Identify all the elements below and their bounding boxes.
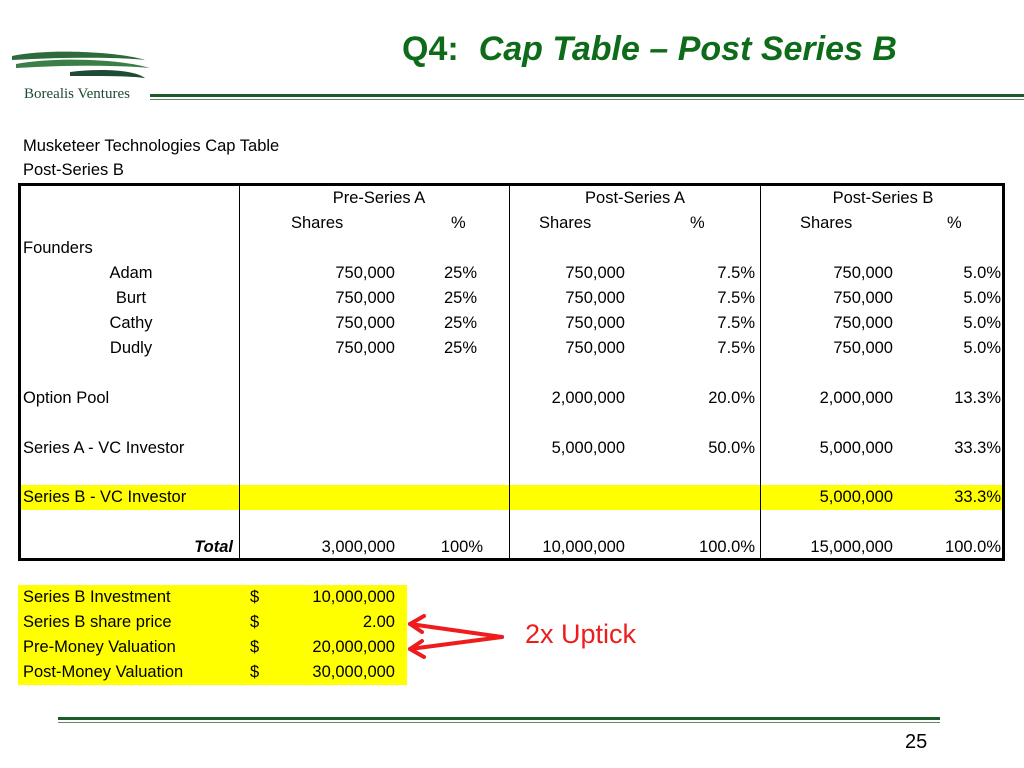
cap-table bbox=[18, 183, 1005, 561]
subheader-shares: Shares bbox=[291, 214, 344, 232]
header-rule bbox=[150, 94, 1024, 97]
investment-label: Series B Investment bbox=[23, 588, 171, 606]
pre-shares: 750,000 bbox=[335, 264, 395, 282]
table-row-series-a bbox=[21, 436, 1002, 461]
pre-pct: 25% bbox=[443, 264, 477, 282]
post-a-shares: 750,000 bbox=[565, 339, 625, 357]
subheader-pct: % bbox=[451, 214, 466, 232]
post-b-pct: 100.0% bbox=[945, 538, 1001, 556]
investment-label: Pre-Money Valuation bbox=[23, 638, 176, 656]
table-caption bbox=[23, 134, 279, 182]
post-b-shares: 5,000,000 bbox=[819, 488, 893, 506]
investment-summary bbox=[18, 585, 407, 685]
footer-rule-thin bbox=[58, 722, 940, 723]
table-row bbox=[21, 286, 1002, 311]
table-row-series-b bbox=[21, 485, 1002, 510]
pre-pct: 25% bbox=[443, 289, 477, 307]
pre-pct: 100% bbox=[440, 538, 483, 556]
caption-line-2: Post-Series B bbox=[23, 161, 124, 179]
founders-label: Founders bbox=[23, 239, 93, 257]
post-b-pct: 13.3% bbox=[954, 389, 1001, 407]
logo-text: Borealis Ventures bbox=[24, 86, 130, 102]
post-a-pct: 20.0% bbox=[708, 389, 755, 407]
caption-line-1: Musketeer Technologies Cap Table bbox=[23, 137, 280, 155]
table-row-total bbox=[21, 535, 1002, 560]
post-b-pct: 5.0% bbox=[963, 264, 1001, 282]
page-number: 25 bbox=[905, 731, 928, 753]
table-row bbox=[21, 311, 1002, 336]
post-b-shares: 750,000 bbox=[833, 339, 893, 357]
subheader-shares: Shares bbox=[539, 214, 592, 232]
series-a-label: Series A - VC Investor bbox=[23, 439, 185, 457]
investment-value: 20,000,000 bbox=[312, 638, 395, 656]
investment-value: 2.00 bbox=[362, 613, 395, 631]
post-b-pct: 5.0% bbox=[963, 289, 1001, 307]
post-b-shares: 2,000,000 bbox=[819, 389, 893, 407]
footer-rule bbox=[58, 717, 940, 720]
currency-symbol: $ bbox=[250, 663, 260, 681]
table-row bbox=[21, 261, 1002, 286]
post-a-pct: 7.5% bbox=[717, 314, 755, 332]
investment-row bbox=[18, 660, 407, 685]
series-b-label: Series B - VC Investor bbox=[23, 488, 187, 506]
post-a-shares: 750,000 bbox=[565, 289, 625, 307]
title-main: Cap Table – Post Series B bbox=[478, 30, 897, 68]
investment-label: Series B share price bbox=[23, 613, 172, 631]
option-pool-label: Option Pool bbox=[23, 389, 110, 407]
subheader-pct: % bbox=[690, 214, 705, 232]
currency-symbol: $ bbox=[250, 638, 260, 656]
post-a-shares: 2,000,000 bbox=[551, 389, 625, 407]
post-a-pct: 50.0% bbox=[708, 439, 755, 457]
post-a-pct: 100.0% bbox=[699, 538, 755, 556]
slide-title bbox=[402, 30, 897, 69]
table-row-option-pool bbox=[21, 386, 1002, 411]
table-header-subcolumns bbox=[21, 211, 1002, 236]
post-a-shares: 750,000 bbox=[565, 264, 625, 282]
founder-name: Burt bbox=[115, 289, 147, 307]
post-a-shares: 5,000,000 bbox=[551, 439, 625, 457]
investment-row bbox=[18, 610, 407, 635]
post-a-pct: 7.5% bbox=[717, 264, 755, 282]
post-b-shares: 750,000 bbox=[833, 264, 893, 282]
pre-shares: 3,000,000 bbox=[321, 538, 395, 556]
post-b-pct: 5.0% bbox=[963, 314, 1001, 332]
pre-pct: 25% bbox=[443, 314, 477, 332]
pre-shares: 750,000 bbox=[335, 339, 395, 357]
founder-name: Cathy bbox=[109, 314, 153, 332]
table-row bbox=[21, 336, 1002, 361]
founder-name: Adam bbox=[109, 264, 153, 282]
group-header-post-series-b: Post-Series B bbox=[832, 189, 934, 207]
group-header-post-series-a: Post-Series A bbox=[585, 189, 685, 207]
post-b-shares: 750,000 bbox=[833, 314, 893, 332]
subheader-pct: % bbox=[947, 214, 962, 232]
post-a-shares: 750,000 bbox=[565, 314, 625, 332]
post-b-shares: 5,000,000 bbox=[819, 439, 893, 457]
investment-label: Post-Money Valuation bbox=[23, 663, 184, 681]
title-prefix: Q4: bbox=[402, 30, 459, 68]
post-a-pct: 7.5% bbox=[717, 289, 755, 307]
investment-row bbox=[18, 635, 407, 660]
investment-value: 30,000,000 bbox=[312, 663, 395, 681]
pre-shares: 750,000 bbox=[335, 289, 395, 307]
pre-pct: 25% bbox=[443, 339, 477, 357]
currency-symbol: $ bbox=[250, 588, 260, 606]
subheader-shares: Shares bbox=[800, 214, 853, 232]
post-a-pct: 7.5% bbox=[717, 339, 755, 357]
header-rule-thin bbox=[150, 99, 1024, 100]
total-label: Total bbox=[194, 538, 233, 556]
founder-name: Dudly bbox=[109, 339, 153, 357]
investment-value: 10,000,000 bbox=[312, 588, 395, 606]
investment-row bbox=[18, 585, 407, 610]
post-b-pct: 5.0% bbox=[963, 339, 1001, 357]
uptick-annotation: 2x Uptick bbox=[525, 619, 637, 649]
post-b-pct: 33.3% bbox=[954, 439, 1001, 457]
pre-shares: 750,000 bbox=[335, 314, 395, 332]
red-arrows-icon bbox=[404, 612, 514, 662]
table-row-founders-label bbox=[21, 236, 1002, 261]
group-header-pre-series-a: Pre-Series A bbox=[332, 189, 426, 207]
post-b-shares: 15,000,000 bbox=[810, 538, 893, 556]
table-header-groups bbox=[21, 186, 1002, 211]
post-a-shares: 10,000,000 bbox=[542, 538, 625, 556]
currency-symbol: $ bbox=[250, 613, 260, 631]
post-b-pct: 33.3% bbox=[954, 488, 1001, 506]
post-b-shares: 750,000 bbox=[833, 289, 893, 307]
